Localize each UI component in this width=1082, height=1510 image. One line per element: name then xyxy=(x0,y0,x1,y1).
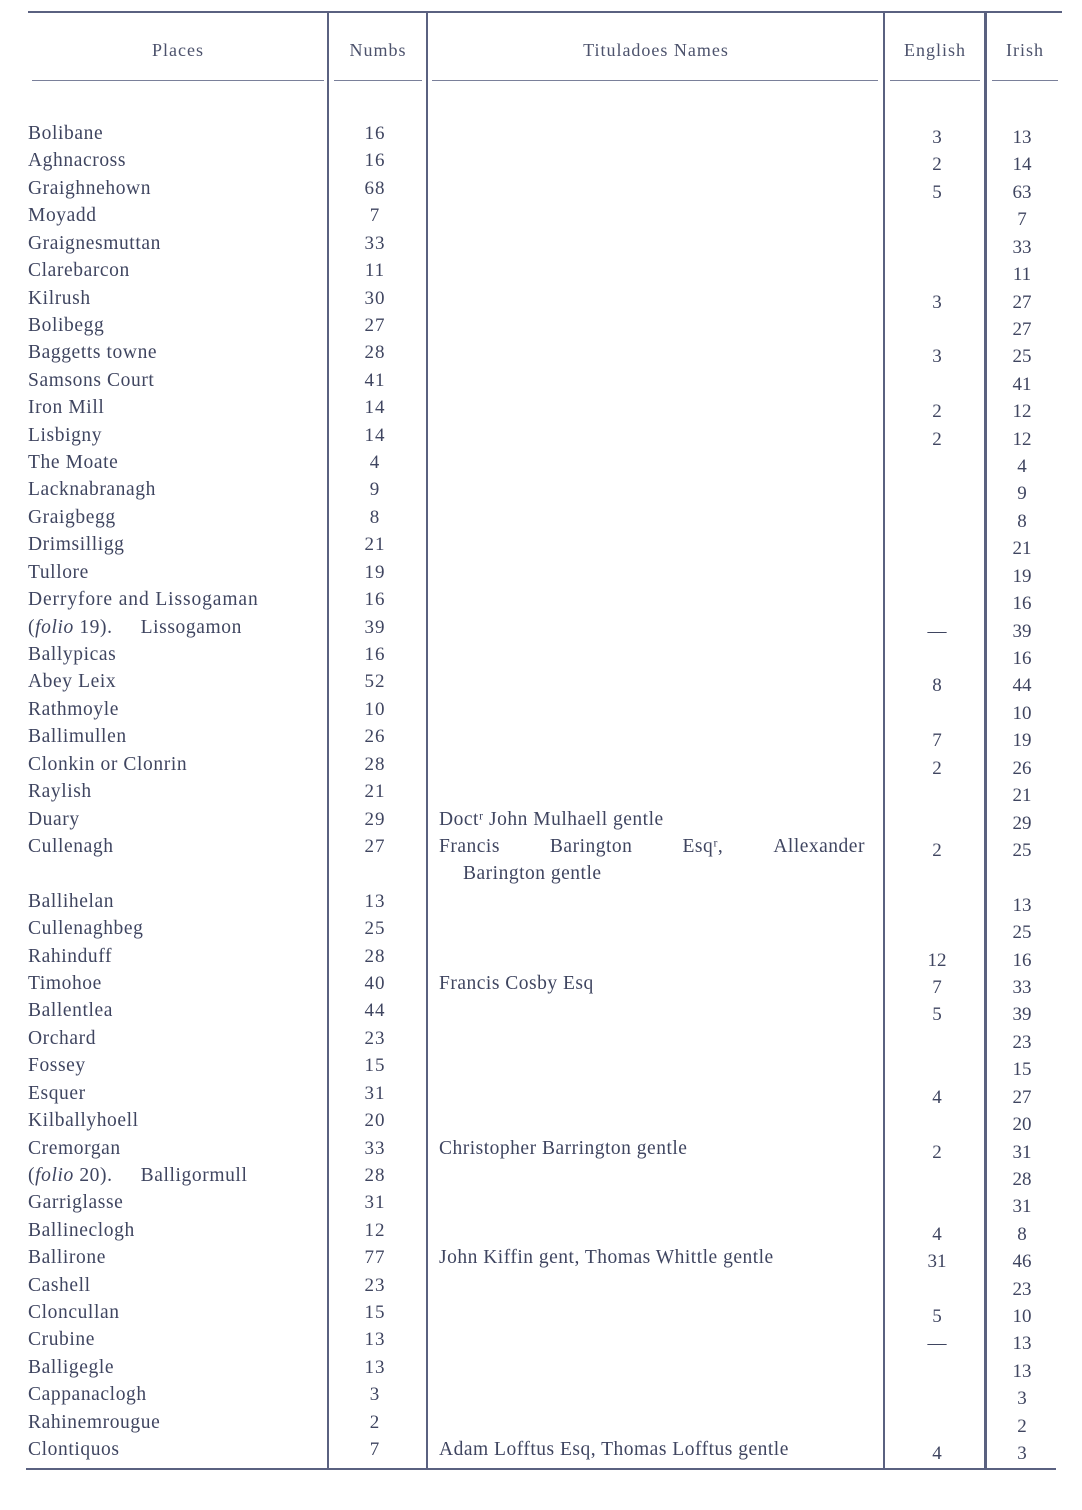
irish-count: 19 xyxy=(1012,730,1032,752)
table-row xyxy=(0,754,1082,781)
table-row xyxy=(0,809,1082,836)
irish-count: 28 xyxy=(1012,1168,1032,1190)
irish-count: 23 xyxy=(1012,1031,1032,1053)
table-row xyxy=(0,835,1082,884)
header-rule-numbs xyxy=(334,80,422,81)
place-name: Bolibegg xyxy=(28,314,105,336)
tituladoes-names: Francis Barington Esqʳ, Allexander xyxy=(439,835,865,857)
english-count: 3 xyxy=(932,346,942,368)
place-name: Ballihelan xyxy=(28,890,115,912)
numbs-value: 7 xyxy=(369,1439,381,1461)
table-row xyxy=(0,1302,1082,1329)
table-row xyxy=(0,1412,1082,1439)
table-row xyxy=(0,644,1082,671)
irish-count: 25 xyxy=(1012,346,1032,368)
place-name: Garriglasse xyxy=(28,1192,124,1214)
place-name: Clarebarcon xyxy=(28,260,130,282)
place-name: Cashell xyxy=(28,1274,91,1296)
place-name: Aghnacross xyxy=(28,150,127,172)
tituladoes-names: Adam Lofftus Esq, Thomas Lofftus gentle xyxy=(439,1439,789,1461)
folio-reference: (folio 19). xyxy=(28,616,113,638)
header-irish: Irish xyxy=(1006,40,1044,60)
english-count: 2 xyxy=(932,428,942,450)
place-name: Raylish xyxy=(28,781,92,803)
english-count: 4 xyxy=(932,1223,942,1245)
numbs-value: 20 xyxy=(364,1110,386,1132)
irish-count: 20 xyxy=(1012,1114,1032,1136)
header-rule-places xyxy=(32,80,324,81)
table-row xyxy=(0,1028,1082,1055)
english-count: 7 xyxy=(932,730,942,752)
place-name: Kilrush xyxy=(28,287,91,309)
table-row xyxy=(0,1384,1082,1411)
numbs-value: 27 xyxy=(364,314,386,336)
table-row xyxy=(0,699,1082,726)
table-row xyxy=(0,123,1082,150)
irish-count: 31 xyxy=(1012,1141,1032,1163)
table-row xyxy=(0,315,1082,342)
tituladoes-names: Doctʳ John Mulhaell gentle xyxy=(439,808,664,830)
numbs-value: 11 xyxy=(364,260,386,282)
numbs-value: 27 xyxy=(364,835,386,857)
irish-count: 21 xyxy=(1012,538,1032,560)
place-name: Ballentlea xyxy=(28,1000,114,1022)
english-count: 2 xyxy=(932,1141,942,1163)
irish-count: 3 xyxy=(1017,1388,1027,1410)
table-row xyxy=(0,1329,1082,1356)
folio-reference: (folio 20). xyxy=(28,1164,113,1186)
place-name: Abey Leix xyxy=(28,671,117,693)
table-row xyxy=(0,671,1082,698)
numbs-value: 28 xyxy=(364,1164,386,1186)
irish-count: 44 xyxy=(1012,675,1032,697)
place-name: (folio 19). Lissogamon xyxy=(28,616,242,638)
place-name: Balligegle xyxy=(28,1356,115,1378)
irish-count: 29 xyxy=(1012,812,1032,834)
numbs-value: 12 xyxy=(364,1219,386,1241)
irish-count: 27 xyxy=(1012,318,1032,340)
place-name: Lisbigny xyxy=(28,424,103,446)
place-name: Cullenaghbeg xyxy=(28,918,144,940)
irish-count: 39 xyxy=(1012,620,1032,642)
table-row xyxy=(0,370,1082,397)
irish-count: 41 xyxy=(1012,373,1032,395)
place-name: Derryfore and Lissogaman xyxy=(28,589,259,611)
english-count: 2 xyxy=(932,401,942,423)
numbs-value: 25 xyxy=(364,918,386,940)
place-name: Rahinemrougue xyxy=(28,1411,161,1433)
irish-count: 25 xyxy=(1012,922,1032,944)
english-count: 5 xyxy=(932,1004,942,1026)
numbs-value: 31 xyxy=(364,1192,386,1214)
numbs-value: 14 xyxy=(364,424,386,446)
numbs-value: 16 xyxy=(364,643,386,665)
english-count: 5 xyxy=(932,181,942,203)
numbs-value: 52 xyxy=(364,671,386,693)
place-name: Fossey xyxy=(28,1055,86,1077)
place-name: Bolibane xyxy=(28,123,104,144)
tituladoes-names: John Kiffin gent, Thomas Whittle gentle xyxy=(439,1247,774,1269)
numbs-value: 44 xyxy=(364,1000,386,1022)
place-name: Moyadd xyxy=(28,205,97,227)
irish-count: 46 xyxy=(1012,1251,1032,1273)
table-row xyxy=(0,589,1082,616)
table-row xyxy=(0,342,1082,369)
table-row xyxy=(0,1055,1082,1082)
irish-count: 27 xyxy=(1012,291,1032,313)
english-count: 2 xyxy=(932,154,942,176)
table-row xyxy=(0,260,1082,287)
header-tituladoes: Tituladoes Names xyxy=(583,40,729,60)
english-count: 4 xyxy=(932,1443,942,1465)
table-row xyxy=(0,452,1082,479)
table-row xyxy=(0,205,1082,232)
irish-count: 63 xyxy=(1012,181,1032,203)
english-count: — xyxy=(927,620,947,642)
table-row xyxy=(0,1110,1082,1137)
numbs-value: 28 xyxy=(364,753,386,775)
place-name: Cappanaclogh xyxy=(28,1384,147,1406)
table-row xyxy=(0,1138,1082,1165)
header-english: English xyxy=(903,40,966,60)
english-count: 8 xyxy=(932,675,942,697)
place-name: Ballimullen xyxy=(28,726,127,748)
english-count: 2 xyxy=(932,839,942,861)
irish-count: 13 xyxy=(1012,127,1032,148)
table-row xyxy=(0,1357,1082,1384)
place-name: (folio 20). Balligormull xyxy=(28,1164,248,1186)
place-name: Iron Mill xyxy=(28,397,105,419)
english-count: — xyxy=(927,1333,947,1355)
numbs-value: 13 xyxy=(364,1329,386,1351)
table-row xyxy=(0,1275,1082,1302)
table-row xyxy=(0,233,1082,260)
english-count: 31 xyxy=(927,1251,947,1273)
numbs-value: 29 xyxy=(364,808,386,830)
place-name: Ballineclogh xyxy=(28,1219,135,1241)
place-name: Cremorgan xyxy=(28,1137,121,1159)
table-row xyxy=(0,781,1082,808)
numbs-value: 21 xyxy=(364,534,386,556)
irish-count: 25 xyxy=(1012,839,1032,861)
place-name: Samsons Court xyxy=(28,369,155,391)
numbs-value: 31 xyxy=(364,1082,386,1104)
numbs-value: 13 xyxy=(364,1356,386,1378)
table-row xyxy=(0,562,1082,589)
place-name: Ballypicas xyxy=(28,643,117,665)
table-row xyxy=(0,150,1082,177)
table-row xyxy=(0,507,1082,534)
table-row xyxy=(0,973,1082,1000)
irish-count: 2 xyxy=(1017,1415,1027,1437)
irish-count: 8 xyxy=(1017,1223,1027,1245)
table-row xyxy=(0,534,1082,561)
numbs-value: 28 xyxy=(364,945,386,967)
irish-count: 21 xyxy=(1012,785,1032,807)
table-row xyxy=(0,288,1082,315)
table-row xyxy=(0,1192,1082,1219)
table-row xyxy=(0,1165,1082,1192)
irish-count: 10 xyxy=(1012,702,1032,724)
english-count: 7 xyxy=(932,977,942,999)
place-name: Graighnehown xyxy=(28,177,152,199)
tituladoes-names-continued: Barington gentle xyxy=(463,862,602,884)
numbs-value: 77 xyxy=(364,1247,386,1269)
numbs-value: 33 xyxy=(364,1137,386,1159)
irish-count: 3 xyxy=(1017,1443,1027,1465)
table-row xyxy=(0,918,1082,945)
irish-count: 39 xyxy=(1012,1004,1032,1026)
place-name: Graigbegg xyxy=(28,506,116,528)
numbs-value: 16 xyxy=(364,123,386,144)
irish-count: 16 xyxy=(1012,647,1032,669)
irish-count: 27 xyxy=(1012,1086,1032,1108)
numbs-value: 4 xyxy=(369,452,381,474)
numbs-value: 9 xyxy=(369,479,381,501)
table-row xyxy=(0,397,1082,424)
english-count: 5 xyxy=(932,1306,942,1328)
header-places: Places xyxy=(152,40,204,60)
place-name: Rathmoyle xyxy=(28,698,119,720)
bottom-rule xyxy=(26,1468,1056,1470)
numbs-value: 15 xyxy=(364,1055,386,1077)
irish-count: 10 xyxy=(1012,1306,1032,1328)
place-name: Lacknabranagh xyxy=(28,479,156,501)
irish-count: 7 xyxy=(1017,209,1027,231)
irish-count: 16 xyxy=(1012,593,1032,615)
numbs-value: 16 xyxy=(364,589,386,611)
table-row xyxy=(0,617,1082,644)
numbs-value: 10 xyxy=(364,698,386,720)
numbs-value: 16 xyxy=(364,150,386,172)
english-count: 12 xyxy=(927,949,947,971)
place-name: Tullore xyxy=(28,561,89,583)
table-row xyxy=(0,726,1082,753)
numbs-value: 68 xyxy=(364,177,386,199)
irish-count: 16 xyxy=(1012,949,1032,971)
numbs-value: 8 xyxy=(369,506,381,528)
place-name: The Moate xyxy=(28,452,119,474)
header-rule-english xyxy=(890,80,980,81)
english-count: 3 xyxy=(932,291,942,313)
table-row xyxy=(0,1247,1082,1274)
place-name: Baggetts towne xyxy=(28,342,158,364)
top-rule xyxy=(28,11,1062,13)
irish-count: 23 xyxy=(1012,1278,1032,1300)
place-name: Graignesmuttan xyxy=(28,232,161,254)
numbs-value: 33 xyxy=(364,232,386,254)
irish-count: 12 xyxy=(1012,428,1032,450)
english-count: 4 xyxy=(932,1086,942,1108)
numbs-value: 19 xyxy=(364,561,386,583)
irish-count: 13 xyxy=(1012,1333,1032,1355)
place-name: Clontiquos xyxy=(28,1439,120,1461)
irish-count: 33 xyxy=(1012,977,1032,999)
irish-count: 14 xyxy=(1012,154,1032,176)
irish-count: 11 xyxy=(1012,264,1032,286)
place-name: Kilballyhoell xyxy=(28,1110,139,1132)
numbs-value: 3 xyxy=(369,1384,381,1406)
numbs-value: 7 xyxy=(369,205,381,227)
header-numbs: Numbs xyxy=(349,40,407,60)
tituladoes-names: Christopher Barrington gentle xyxy=(439,1137,688,1159)
table-row xyxy=(0,891,1082,918)
table-row xyxy=(0,946,1082,973)
table-row xyxy=(0,1083,1082,1110)
numbs-value: 23 xyxy=(364,1274,386,1296)
place-name: Orchard xyxy=(28,1027,97,1049)
header-rule-tituladoes xyxy=(432,80,878,81)
place-name: Timohoe xyxy=(28,973,102,995)
place-name: Rahinduff xyxy=(28,945,113,967)
numbs-value: 39 xyxy=(364,616,386,638)
table-row xyxy=(0,425,1082,452)
place-name: Clonkin or Clonrin xyxy=(28,753,188,775)
irish-count: 8 xyxy=(1017,510,1027,532)
numbs-value: 23 xyxy=(364,1027,386,1049)
place-name: Crubine xyxy=(28,1329,96,1351)
irish-count: 12 xyxy=(1012,401,1032,423)
table-row xyxy=(0,178,1082,205)
numbs-value: 21 xyxy=(364,781,386,803)
irish-count: 33 xyxy=(1012,236,1032,258)
numbs-value: 2 xyxy=(369,1411,381,1433)
irish-count: 26 xyxy=(1012,757,1032,779)
header-rule-irish xyxy=(992,80,1058,81)
english-count: 3 xyxy=(932,127,942,148)
irish-count: 13 xyxy=(1012,1360,1032,1382)
numbs-value: 41 xyxy=(364,369,386,391)
numbs-value: 30 xyxy=(364,287,386,309)
place-name: Cloncullan xyxy=(28,1302,120,1324)
english-count: 2 xyxy=(932,757,942,779)
numbs-value: 26 xyxy=(364,726,386,748)
irish-count: 15 xyxy=(1012,1059,1032,1081)
place-name: Esquer xyxy=(28,1082,86,1104)
place-name: Drimsilligg xyxy=(28,534,125,556)
table-row xyxy=(0,479,1082,506)
irish-count: 9 xyxy=(1017,483,1027,505)
irish-count: 13 xyxy=(1012,894,1032,916)
numbs-value: 40 xyxy=(364,973,386,995)
irish-count: 4 xyxy=(1017,456,1027,478)
place-name: Ballirone xyxy=(28,1247,106,1269)
numbs-value: 15 xyxy=(364,1302,386,1324)
numbs-value: 13 xyxy=(364,890,386,912)
table-row xyxy=(0,1439,1082,1466)
irish-count: 19 xyxy=(1012,565,1032,587)
place-name: Cullenagh xyxy=(28,835,114,857)
table-row xyxy=(0,1220,1082,1247)
numbs-value: 28 xyxy=(364,342,386,364)
tituladoes-names: Francis Cosby Esq xyxy=(439,973,594,995)
irish-count: 31 xyxy=(1012,1196,1032,1218)
table-row xyxy=(0,1000,1082,1027)
numbs-value: 14 xyxy=(364,397,386,419)
place-name: Duary xyxy=(28,808,80,830)
